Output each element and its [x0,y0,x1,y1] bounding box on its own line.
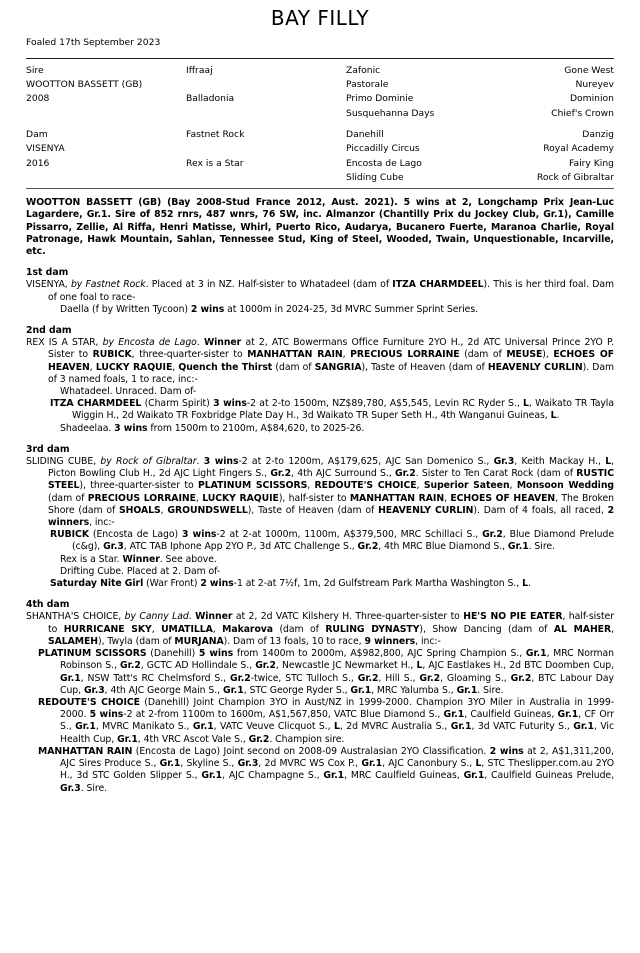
page-title: BAY FILLY [270,6,370,30]
pedigree-entry: RUBICK (Encosta de Lago) 3 wins-2 at 2-at 1000m, 1100m, A$379,500, MRC Schillaci S., Gr.2, Blue Diamond Prelude (c&g), Gr.3, ATC TAB Iphone App 2YO P., 3d ATC Challenge S., Gr.2, 4th MRC Blue Diamond S., Gr.1. Sire. [50,529,614,553]
pedigree-cell-col4: Chief's Crown [551,107,614,119]
pedigree-cell-col2: Fastnet Rock [186,129,245,141]
pedigree-cell-col2 [186,106,346,120]
pedigree-cell-col1: WOOTTON BASSETT (GB) [26,79,143,91]
dam-heading: 1st dam [26,267,69,279]
pedigree-spacer-row [26,121,614,128]
pedigree-cell-col3: Encosta de Lago [346,157,422,169]
pedigree-cell-col1: 2008 [26,93,50,105]
pedigree-entry: ITZA CHARMDEEL (Charm Spirit) 3 wins-2 at 2-to 1500m, NZ$89,780, A$5,545, Levin RC Ryder S., L, Waikato TR Tayla Wiggin H., 2d Waikato TR Foxbridge Plate Day H., 3d Waikato TR Super Seth H., 4th Wanganui Guineas, L. [50,398,614,422]
table-row [26,106,614,120]
pedigree-cell-col1 [26,171,186,185]
pedigree-entry: Drifting Cube. Placed at 2. Dam of- [60,565,221,577]
pedigree-spacer-cell [26,121,614,128]
pedigree-entry: Saturday Nite Girl (War Front) 2 wins-1 at 2-at 7½f, 1m, 2d Gulfstream Park Martha Washington S., L. [50,578,531,590]
table-row [26,156,614,170]
dam-heading: 2nd dam [26,325,72,337]
pedigree-cell-col3: Susquehanna Days [346,107,435,119]
pedigree-cell-col4: Nureyev [575,79,614,91]
pedigree-cell-col3: Primo Dominie [346,93,414,105]
pedigree-cell-col2 [186,171,346,185]
pedigree-cell-col2: Balladonia [186,93,235,105]
pedigree-cell-col1: Sire [26,64,44,76]
pedigree-cell-col2: Rex is a Star [186,157,244,169]
pedigree-cell-col1: Dam [26,129,48,141]
pedigree-cell-col2 [186,78,346,92]
pedigree-entry: Rex is a Star. Winner. See above. [60,553,217,565]
pedigree-cell-col3: Danehill [346,129,384,141]
pedigree-entry: REX IS A STAR, by Encosta de Lago. Winner at 2, ATC Bowermans Office Furniture 2YO H., 2d ATC Universal Prince 2YO P. Sister to RUBICK, three-quarter-sister to MANHATTAN RAIN, PRECIOUS LORRAINE (dam of MEUSE), ECHOES OF HEAVEN, LUCKY RAQUIE, Quench the Thirst (dam of SANGRIA), Taste of Heaven (dam of HEAVENLY CURLIN). Dam of 3 named foals, 1 to race, inc:- [26,337,615,385]
table-row [26,78,614,92]
pedigree-cell-col1 [26,106,186,120]
pedigree-entry: PLATINUM SCISSORS (Danehill) 5 wins from 1400m to 2000m, A$982,800, AJC Spring Champion S., Gr.1, MRC Norman Robinson S., Gr.2, GCTC AD Hollindale S., Gr.2, Newcastle JC Newmarket H., L, AJC Eastlakes H., 2d BTC Doomben Cup, Gr.1, NSW Tatt's RC Chelmsford S., Gr.2-twice, STC Tulloch S., Gr.2, Hill S., Gr.2, Gloaming S., Gr.2, BTC Labour Day Cup, Gr.3, 4th AJC George Main S., Gr.1, STC George Ryder S., Gr.1, MRC Yalumba S., Gr.1. Sire. [38,648,614,696]
pedigree-cell-col4: Royal Academy [543,143,614,155]
table-row [26,128,614,142]
pedigree-cell-col4: Dominion [569,93,614,105]
pedigree-entry: Shadeelaa. 3 wins from 1500m to 2100m, A$84,620, to 2025-26. [60,422,365,434]
pedigree-cell-col2 [186,142,346,156]
pedigree-cell-col3: Sliding Cube [346,172,404,184]
pedigree-entry: Whatadeel. Unraced. Dam of- [60,386,197,397]
sire-description: WOOTTON BASSETT (GB) (Bay 2008-Stud France 2012, Aust. 2021). 5 wins at 2, Longchamp Prix Jean-Luc Lagardere, Gr.1. Sire of 852 rnrs, 487 wnrs, 76 SW, inc. Almanzor (Chantilly Prix du Jockey Club, Gr.1), Camille Pissarro, Zellie, Al Riffa, Henri Matisse, Whirl, Puerto Rico, Audarya, Bucanero Fuerte, Maranoa Charlie, Royal Patronage, Hawk Mountain, Sahlan, Tennessee Stud, King of Steel, Wooded, Twain, Unquestionable, Incarville, etc. [26,196,614,258]
table-row [26,142,614,156]
pedigree-entry: VISENYA, by Fastnet Rock. Placed at 3 in NZ. Half-sister to Whatadeel (dam of ITZA CHARMDEEL). This is her third foal. Dam of one foal to race- [26,279,614,303]
pedigree-entry: REDOUTE'S CHOICE (Danehill) Joint Champion 3YO in Aust/NZ in 1999-2000. Champion 3YO Miler in Australia in 1999-2000. 5 wins-2 at 2-from 1100m to 1600m, A$1,567,850, VATC Blue Diamond S., Gr.1, Caulfield Guineas, Gr.1, CF Orr S., Gr.1, MVRC Manikato S., Gr.1, VATC Veuve Clicquot S., L, 2d MVRC Australia S., Gr.1, 3d VATC Futurity S., Gr.1, Vic Health Cup, Gr.1, 4th VRC Ascot Vale S., Gr.2. Champion sire. [38,696,615,745]
dam-heading: 3rd dam [26,443,70,455]
pedigree-cell-col4: Rock of Gibraltar [536,172,614,184]
pedigree-entry: SLIDING CUBE, by Rock of Gibraltar. 3 wins-2 at 2-to 1200m, A$179,625, AJC San Domenico S., Gr.3, Keith Mackay H., L, Picton Bowling Club H., 2d AJC Light Fingers S., Gr.2, 4th AJC Surround S., Gr.2. Sister to Ten Carat Rock (dam of RUSTIC STEEL), three-quarter-sister to PLATINUM SCISSORS, REDOUTE'S CHOICE, Superior Sateen, Monsoon Wedding (dam of PRECIOUS LORRAINE, LUCKY RAQUIE), half-sister to MANHATTAN RAIN, ECHOES OF HEAVEN, The Broken Shore (dam of SHOALS, GROUNDSWELL), Taste of Heaven (dam of HEAVENLY CURLIN). Dam of 4 foals, all raced, 2 winners, inc:- [26,455,615,529]
foaled-date: Foaled 17th September 2023 [26,37,161,48]
pedigree-cell-col1: 2016 [26,157,50,169]
table-row [26,92,614,106]
pedigree-cell-col3: Piccadilly Circus [346,143,420,155]
pedigree-cell-col4: Danzig [582,129,614,141]
pedigree-cell-col4: Gone West [564,64,614,76]
pedigree-table-body [26,63,614,185]
pedigree-table [26,63,614,185]
pedigree-entry: Daella (f by Written Tycoon) 2 wins at 1000m in 2024-25, 3d MVRC Summer Sprint Series. [60,303,479,315]
pedigree-entry: SHANTHA'S CHOICE, by Canny Lad. Winner at 2, 2d VATC Kilshery H. Three-quarter-sister to HE'S NO PIE EATER, half-sister to HURRICANE SKY, UMATILLA, Makarova (dam of RULING DYNASTY), Show Dancing (dam of AL MAHER, SALAMEH), Twyla (dam of MURJANA). Dam of 13 foals, 10 to race, 9 winners, inc:- [26,611,614,647]
pedigree-entry: MANHATTAN RAIN (Encosta de Lago) Joint second on 2008-09 Australasian 2YO Classification. 2 wins at 2, A$1,311,200, AJC Sires Produce S., Gr.1, Skyline S., Gr.3, 2d MVRC WS Cox P., Gr.1, AJC Canonbury S., L, STC Theslipper.com.au 2YO H., 3d STC Golden Slipper S., Gr.1, AJC Champagne S., Gr.1, MRC Caulfield Guineas, Gr.1, Caulfield Guineas Prelude, Gr.3. Sire. [38,745,614,794]
table-row [26,171,614,185]
pedigree-table-wrapper [26,58,614,189]
dam-sections [26,267,614,794]
pedigree-cell-col3: Zafonic [346,64,381,76]
pedigree-page [0,7,640,795]
pedigree-cell-col2: Iffraaj [186,64,213,76]
pedigree-cell-col1: VISENYA [26,143,65,155]
dam-heading: 4th dam [26,599,70,611]
pedigree-cell-col3: Pastorale [346,79,389,91]
pedigree-cell-col4: Fairy King [569,157,614,169]
table-row [26,63,614,77]
